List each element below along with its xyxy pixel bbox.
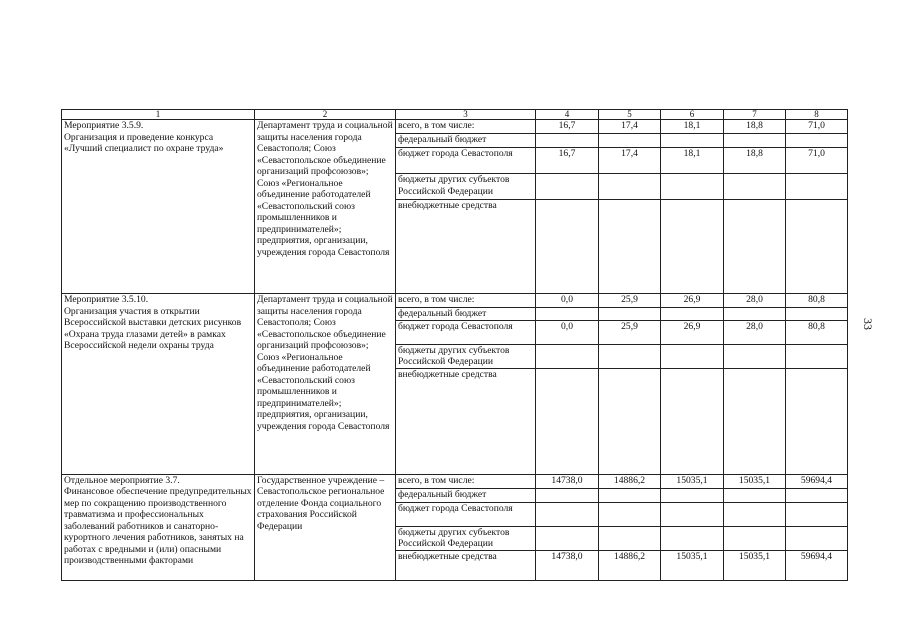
value-cell <box>599 134 661 148</box>
table-row <box>62 120 848 134</box>
value-cell <box>536 174 599 200</box>
funding-source-cell: федеральный бюджет <box>396 134 536 148</box>
responsible-cell: Департамент труда и социальной защиты населения города Севастополя; Союз «Севастопольское объединение организаций профсоюзов»; Союз «Региональное объединение работодателей «Севастопольский союз промышленников и предпринимателей»; предприятия, организации, учреждения города Севастополя <box>255 120 396 294</box>
value-cell <box>599 200 661 294</box>
value-cell: 14886,2 <box>599 474 661 488</box>
funding-source-cell: внебюджетные средства <box>396 368 536 474</box>
value-cell: 17,4 <box>599 120 661 134</box>
value-cell <box>724 368 786 474</box>
value-cell: 80,8 <box>786 320 848 344</box>
value-cell: 80,8 <box>786 294 848 308</box>
funding-source-cell: внебюджетные средства <box>396 200 536 294</box>
value-cell <box>661 502 724 526</box>
funding-source-cell: бюджеты других субъектов Российской Федерации <box>396 174 536 200</box>
value-cell <box>661 308 724 321</box>
value-cell <box>661 344 724 368</box>
value-cell: 15035,1 <box>661 550 724 580</box>
value-cell <box>786 502 848 526</box>
header-cell: 8 <box>786 110 848 120</box>
value-cell <box>599 526 661 550</box>
value-cell: 15035,1 <box>661 474 724 488</box>
value-cell <box>786 308 848 321</box>
funding-source-cell: всего, в том числе: <box>396 120 536 134</box>
program-table <box>61 109 848 581</box>
value-cell: 18,1 <box>661 148 724 174</box>
funding-source-cell: всего, в том числе: <box>396 294 536 308</box>
value-cell: 17,4 <box>599 148 661 174</box>
value-cell <box>599 502 661 526</box>
value-cell <box>724 308 786 321</box>
value-cell <box>599 488 661 502</box>
value-cell: 14738,0 <box>536 474 599 488</box>
funding-source-cell: федеральный бюджет <box>396 488 536 502</box>
value-cell <box>786 200 848 294</box>
value-cell: 16,7 <box>536 120 599 134</box>
funding-source-cell: федеральный бюджет <box>396 308 536 321</box>
activity-cell: Мероприятие 3.5.9. Организация и проведение конкурса «Лучший специалист по охране труда» <box>62 120 255 294</box>
value-cell <box>536 308 599 321</box>
header-cell: 1 <box>62 110 255 120</box>
value-cell: 59694,4 <box>786 474 848 488</box>
value-cell <box>536 526 599 550</box>
value-cell: 15035,1 <box>724 550 786 580</box>
page-number: 33 <box>861 318 875 330</box>
value-cell: 14738,0 <box>536 550 599 580</box>
value-cell <box>724 502 786 526</box>
header-cell: 7 <box>724 110 786 120</box>
value-cell: 14886,2 <box>599 550 661 580</box>
value-cell <box>786 174 848 200</box>
table-row <box>62 474 848 488</box>
value-cell: 15035,1 <box>724 474 786 488</box>
table-row <box>62 294 848 308</box>
value-cell: 59694,4 <box>786 550 848 580</box>
value-cell <box>786 488 848 502</box>
funding-source-cell: внебюджетные средства <box>396 550 536 580</box>
value-cell: 18,8 <box>724 148 786 174</box>
value-cell <box>661 488 724 502</box>
value-cell <box>661 368 724 474</box>
value-cell: 71,0 <box>786 120 848 134</box>
funding-source-cell: бюджеты других субъектов Российской Федерации <box>396 526 536 550</box>
responsible-cell: Государственное учреждение – Севастопольское региональное отделение Фонда социального страхования Российской Федерации <box>255 474 396 580</box>
value-cell <box>599 174 661 200</box>
value-cell <box>661 200 724 294</box>
header-cell: 5 <box>599 110 661 120</box>
value-cell <box>786 344 848 368</box>
header-row <box>62 110 848 120</box>
value-cell <box>661 174 724 200</box>
value-cell <box>661 526 724 550</box>
value-cell: 18,1 <box>661 120 724 134</box>
value-cell <box>786 526 848 550</box>
activity-cell: Отдельное мероприятие 3.7. Финансовое обеспечение предупредительных мер по сокращению производственного травматизма и профессиональных заболеваний работников и санаторно-курортного лечения работников, занятых на работах с вредными и (или) опасными производственными факторами <box>62 474 255 580</box>
value-cell: 16,7 <box>536 148 599 174</box>
value-cell <box>724 174 786 200</box>
value-cell: 25,9 <box>599 320 661 344</box>
value-cell <box>724 200 786 294</box>
value-cell <box>536 134 599 148</box>
value-cell <box>599 368 661 474</box>
value-cell <box>599 344 661 368</box>
value-cell <box>786 134 848 148</box>
value-cell: 26,9 <box>661 320 724 344</box>
value-cell <box>599 308 661 321</box>
funding-source-cell: всего, в том числе: <box>396 474 536 488</box>
header-cell: 3 <box>396 110 536 120</box>
responsible-cell: Департамент труда и социальной защиты населения города Севастополя; Союз «Севастопольское объединение организаций профсоюзов»; Союз «Региональное объединение работодателей «Севастопольский союз промышленников и предпринимателей»; предприятия, организации, учреждения города Севастополя <box>255 294 396 475</box>
funding-source-cell: бюджет города Севастополя <box>396 320 536 344</box>
value-cell: 26,9 <box>661 294 724 308</box>
value-cell: 28,0 <box>724 294 786 308</box>
value-cell <box>536 488 599 502</box>
value-cell <box>724 488 786 502</box>
header-cell: 6 <box>661 110 724 120</box>
value-cell <box>724 344 786 368</box>
value-cell <box>536 200 599 294</box>
value-cell <box>661 134 724 148</box>
value-cell <box>536 368 599 474</box>
value-cell: 18,8 <box>724 120 786 134</box>
value-cell: 0,0 <box>536 294 599 308</box>
header-cell: 2 <box>255 110 396 120</box>
value-cell <box>724 526 786 550</box>
funding-source-cell: бюджет города Севастополя <box>396 502 536 526</box>
value-cell: 25,9 <box>599 294 661 308</box>
value-cell <box>724 134 786 148</box>
value-cell <box>536 502 599 526</box>
value-cell <box>536 344 599 368</box>
header-cell: 4 <box>536 110 599 120</box>
activity-cell: Мероприятие 3.5.10. Организация участия в открытии Всероссийской выставки детских рисунков «Охрана труда глазами детей» в рамках Всероссийской недели охраны труда <box>62 294 255 475</box>
funding-source-cell: бюджет города Севастополя <box>396 148 536 174</box>
value-cell <box>786 368 848 474</box>
value-cell: 28,0 <box>724 320 786 344</box>
value-cell: 0,0 <box>536 320 599 344</box>
funding-source-cell: бюджеты других субъектов Российской Федерации <box>396 344 536 368</box>
value-cell: 71,0 <box>786 148 848 174</box>
